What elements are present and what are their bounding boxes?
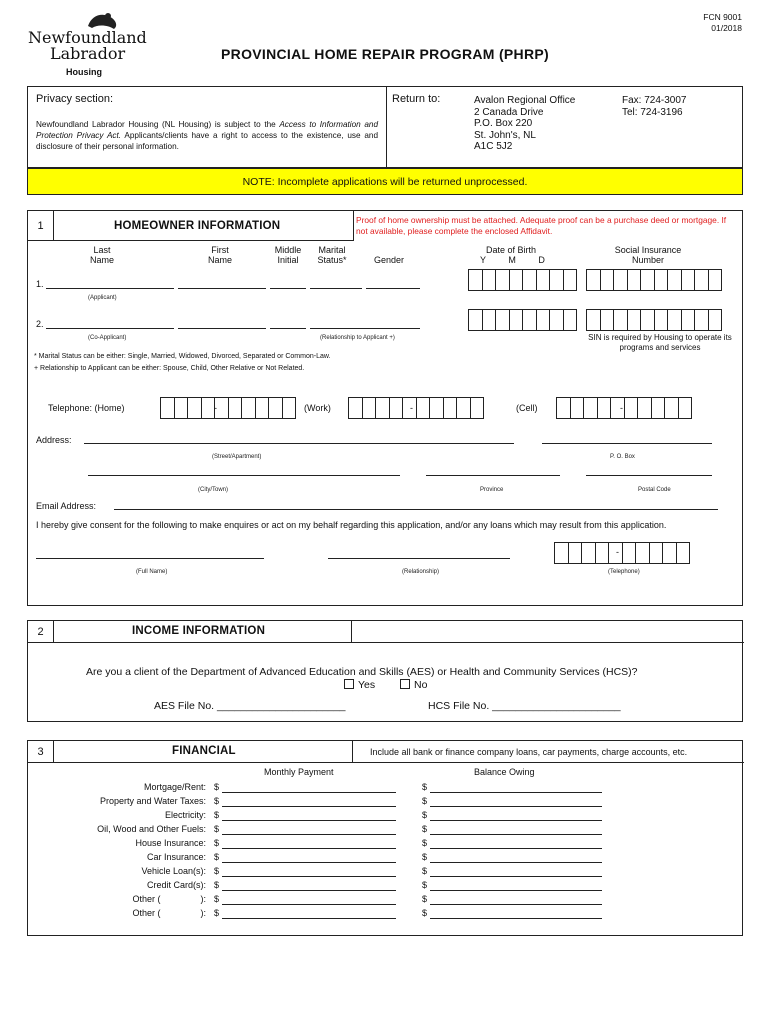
tel-cell-dash: - xyxy=(620,403,623,413)
balance-owing-field[interactable] xyxy=(430,820,602,821)
section3-title: FINANCIAL xyxy=(172,745,236,757)
monthly-dollar-sign: $ xyxy=(214,908,220,918)
consent-full-name-field[interactable] xyxy=(36,558,264,559)
tel-home-label: Telephone: (Home) xyxy=(48,403,125,413)
street-apartment-field[interactable] xyxy=(84,443,514,444)
monthly-payment-field[interactable] xyxy=(222,792,396,793)
monthly-payment-field[interactable] xyxy=(222,820,396,821)
marital-status-note: * Marital Status can be either: Single, Married, Widowed, Divorced, Separated or Common-Law. xyxy=(34,353,331,360)
balance-dollar-sign: $ xyxy=(422,908,428,918)
row1-label: 1. xyxy=(36,279,44,289)
balance-dollar-sign: $ xyxy=(422,880,428,890)
city-town-caption: (City/Town) xyxy=(198,487,229,493)
balance-owing-field[interactable] xyxy=(430,890,602,891)
tel-home-boxes[interactable] xyxy=(160,397,295,419)
balance-owing-field[interactable] xyxy=(430,792,602,793)
balance-dollar-sign: $ xyxy=(422,782,428,792)
yes-option[interactable]: Yes xyxy=(344,679,375,691)
section-homeowner xyxy=(27,210,743,606)
tel-home-dash: - xyxy=(214,403,217,413)
col-marital-status: Marital Status* xyxy=(317,245,347,265)
balance-dollar-sign: $ xyxy=(422,810,428,820)
tel-work-boxes[interactable] xyxy=(348,397,483,419)
balance-dollar-sign: $ xyxy=(422,796,428,806)
balance-owing-field[interactable] xyxy=(430,876,602,877)
monthly-payment-header: Monthly Payment xyxy=(264,767,334,777)
col-gender: Gender xyxy=(374,255,405,265)
consent-tel-dash: - xyxy=(616,547,619,557)
ownership-proof-note: Proof of home ownership must be attached. Adequate proof can be a purchase deed or mortgage. If not available, please complete the enclosed Affidavit. xyxy=(356,215,727,236)
telephone-caption: (Telephone) xyxy=(608,569,640,575)
no-checkbox[interactable] xyxy=(400,679,410,689)
monthly-payment-field[interactable] xyxy=(222,918,396,919)
privacy-return-box xyxy=(27,86,743,168)
financial-row xyxy=(28,879,744,893)
financial-row-label: Vehicle Loan(s): xyxy=(141,866,206,876)
province-field[interactable] xyxy=(426,475,560,476)
po-box-caption: P. O. Box xyxy=(610,454,635,460)
monthly-dollar-sign: $ xyxy=(214,838,220,848)
financial-row xyxy=(28,781,744,795)
balance-dollar-sign: $ xyxy=(422,894,428,904)
balance-dollar-sign: $ xyxy=(422,852,428,862)
col-date-of-birth: Date of Birth xyxy=(486,245,537,255)
relationship-note: + Relationship to Applicant can be either: Spouse, Child, Other Relative or Not Related. xyxy=(34,365,305,372)
financial-row-label: Mortgage/Rent: xyxy=(143,782,206,792)
monthly-dollar-sign: $ xyxy=(214,810,220,820)
email-label: Email Address: xyxy=(36,501,97,511)
col-last-name: Last Name xyxy=(89,245,114,265)
balance-owing-field[interactable] xyxy=(430,806,602,807)
monthly-payment-field[interactable] xyxy=(222,904,396,905)
financial-row-label: Credit Card(s): xyxy=(146,880,206,890)
monthly-dollar-sign: $ xyxy=(214,782,220,792)
monthly-dollar-sign: $ xyxy=(214,796,220,806)
city-town-field[interactable] xyxy=(88,475,400,476)
monthly-payment-field[interactable] xyxy=(222,834,396,835)
monthly-dollar-sign: $ xyxy=(214,894,220,904)
coapplicant-last-name[interactable] xyxy=(46,328,174,329)
financial-row-label: Other ( ): xyxy=(132,908,206,918)
financial-row xyxy=(28,795,744,809)
balance-owing-field[interactable] xyxy=(430,848,602,849)
financial-row-label: House Insurance: xyxy=(135,838,206,848)
monthly-payment-field[interactable] xyxy=(222,876,396,877)
col-first-name: First Name xyxy=(207,245,232,265)
privacy-heading: Privacy section: xyxy=(36,93,114,105)
coapplicant-dob-boxes[interactable] xyxy=(468,309,576,331)
logo-line2: Labrador xyxy=(50,44,126,63)
balance-owing-header: Balance Owing xyxy=(474,767,535,777)
balance-dollar-sign: $ xyxy=(422,838,428,848)
relationship-caption: (Relationship) xyxy=(402,569,440,575)
balance-dollar-sign: $ xyxy=(422,866,428,876)
form-date: 01/2018 xyxy=(711,23,742,33)
financial-note: Include all bank or finance company loans, car payments, charge accounts, etc. xyxy=(370,747,688,757)
monthly-dollar-sign: $ xyxy=(214,852,220,862)
applicant-dob-boxes[interactable] xyxy=(468,269,576,291)
financial-row-label: Oil, Wood and Other Fuels: xyxy=(97,824,206,834)
province-caption: Province xyxy=(480,487,504,493)
monthly-dollar-sign: $ xyxy=(214,880,220,890)
street-apartment-caption: (Street/Apartment) xyxy=(212,454,262,460)
col-sin: Social Insurance Number xyxy=(614,245,682,265)
monthly-payment-field[interactable] xyxy=(222,862,396,863)
sin-note: SIN is required by Housing to operate its programs and services xyxy=(588,333,732,352)
tel-work-label: (Work) xyxy=(304,403,331,413)
full-name-caption: (Full Name) xyxy=(136,569,168,575)
no-option[interactable]: No xyxy=(400,679,427,691)
address-label: Address: xyxy=(36,435,72,445)
row2-label: 2. xyxy=(36,319,44,329)
applicant-marital-status[interactable] xyxy=(310,288,362,289)
page-title: PROVINCIAL HOME REPAIR PROGRAM (PHRP) xyxy=(221,46,549,62)
postal-code-field[interactable] xyxy=(586,475,712,476)
consent-text: I hereby give consent for the following to make enquires or act on my behalf regarding this application, and/or any loans which may result from this application. xyxy=(36,520,667,530)
col-dob-ymd: Y M D xyxy=(480,255,545,265)
applicant-last-name[interactable] xyxy=(46,288,174,289)
col-middle-initial: Middle Initial xyxy=(274,245,302,265)
section2-title: INCOME INFORMATION xyxy=(132,625,266,637)
aes-file-no[interactable]: AES File No. ______________________ xyxy=(154,700,346,712)
coapplicant-first-name[interactable] xyxy=(178,328,266,329)
applicant-caption: (Applicant) xyxy=(88,295,117,301)
postal-code-caption: Postal Code xyxy=(638,487,671,493)
monthly-payment-field[interactable] xyxy=(222,848,396,849)
applicant-middle-initial[interactable] xyxy=(270,288,306,289)
hcs-file-no[interactable]: HCS File No. ______________________ xyxy=(428,700,621,712)
return-phone: Fax: 724-3007 Tel: 724-3196 xyxy=(622,95,687,118)
consent-relationship-field[interactable] xyxy=(328,558,510,559)
tel-cell-label: (Cell) xyxy=(516,403,538,413)
balance-owing-field[interactable] xyxy=(430,904,602,905)
tel-work-dash: - xyxy=(410,403,413,413)
section1-title: HOMEOWNER INFORMATION xyxy=(114,220,281,232)
financial-row xyxy=(28,837,744,851)
section2-number: 2 xyxy=(28,621,54,642)
coapplicant-middle-initial[interactable] xyxy=(270,328,306,329)
monthly-dollar-sign: $ xyxy=(214,824,220,834)
section1-number: 1 xyxy=(28,211,54,240)
applicant-first-name[interactable] xyxy=(178,288,266,289)
balance-owing-field[interactable] xyxy=(430,834,602,835)
financial-row xyxy=(28,907,744,921)
applicant-gender[interactable] xyxy=(366,288,420,289)
logo-line1: Newfoundland xyxy=(28,28,147,47)
financial-row xyxy=(28,865,744,879)
balance-owing-field[interactable] xyxy=(430,862,602,863)
section3-number: 3 xyxy=(28,741,54,762)
relationship-applicant-caption: (Relationship to Applicant +) xyxy=(320,335,395,341)
financial-row-label: Other ( ): xyxy=(132,894,206,904)
logo-line3: Housing xyxy=(66,67,102,77)
financial-row xyxy=(28,809,744,823)
section-income xyxy=(27,620,743,722)
yes-checkbox[interactable] xyxy=(344,679,354,689)
note-banner: NOTE: Incomplete applications will be returned unprocessed. xyxy=(27,168,743,195)
financial-row-label: Property and Water Taxes: xyxy=(99,796,206,806)
financial-row xyxy=(28,893,744,907)
form-code: FCN 9001 xyxy=(703,12,742,22)
tel-cell-boxes[interactable] xyxy=(556,397,691,419)
email-field[interactable] xyxy=(114,509,718,510)
financial-row xyxy=(28,851,744,865)
return-address: Avalon Regional Office 2 Canada Drive P.O. Box 220 St. John's, NL A1C 5J2 xyxy=(474,95,576,152)
privacy-text: Newfoundland Labrador Housing (NL Housing) is subject to the Access to Information and Protection Privacy Act. Applicants/clients have a right to access to the existence, use and disclosure of their personal information. xyxy=(36,120,378,151)
financial-row-label: Car Insurance: xyxy=(146,852,206,862)
coapplicant-caption: (Co-Applicant) xyxy=(88,335,127,341)
coapplicant-sin-boxes[interactable] xyxy=(586,309,721,331)
monthly-payment-field[interactable] xyxy=(222,890,396,891)
po-box-field[interactable] xyxy=(542,443,712,444)
financial-row-label: Electricity: xyxy=(164,810,206,820)
nl-housing-logo xyxy=(28,10,148,80)
return-to-label: Return to: xyxy=(392,93,441,105)
balance-owing-field[interactable] xyxy=(430,918,602,919)
financial-row xyxy=(28,823,744,837)
balance-dollar-sign: $ xyxy=(422,824,428,834)
coapplicant-relationship[interactable] xyxy=(310,328,420,329)
aes-hcs-question: Are you a client of the Department of Advanced Education and Skills (AES) or Health and Community Services (HCS)? xyxy=(86,666,638,678)
monthly-dollar-sign: $ xyxy=(214,866,220,876)
consent-telephone-boxes[interactable] xyxy=(554,542,689,564)
section-financial xyxy=(27,740,743,936)
applicant-sin-boxes[interactable] xyxy=(586,269,721,291)
monthly-payment-field[interactable] xyxy=(222,806,396,807)
